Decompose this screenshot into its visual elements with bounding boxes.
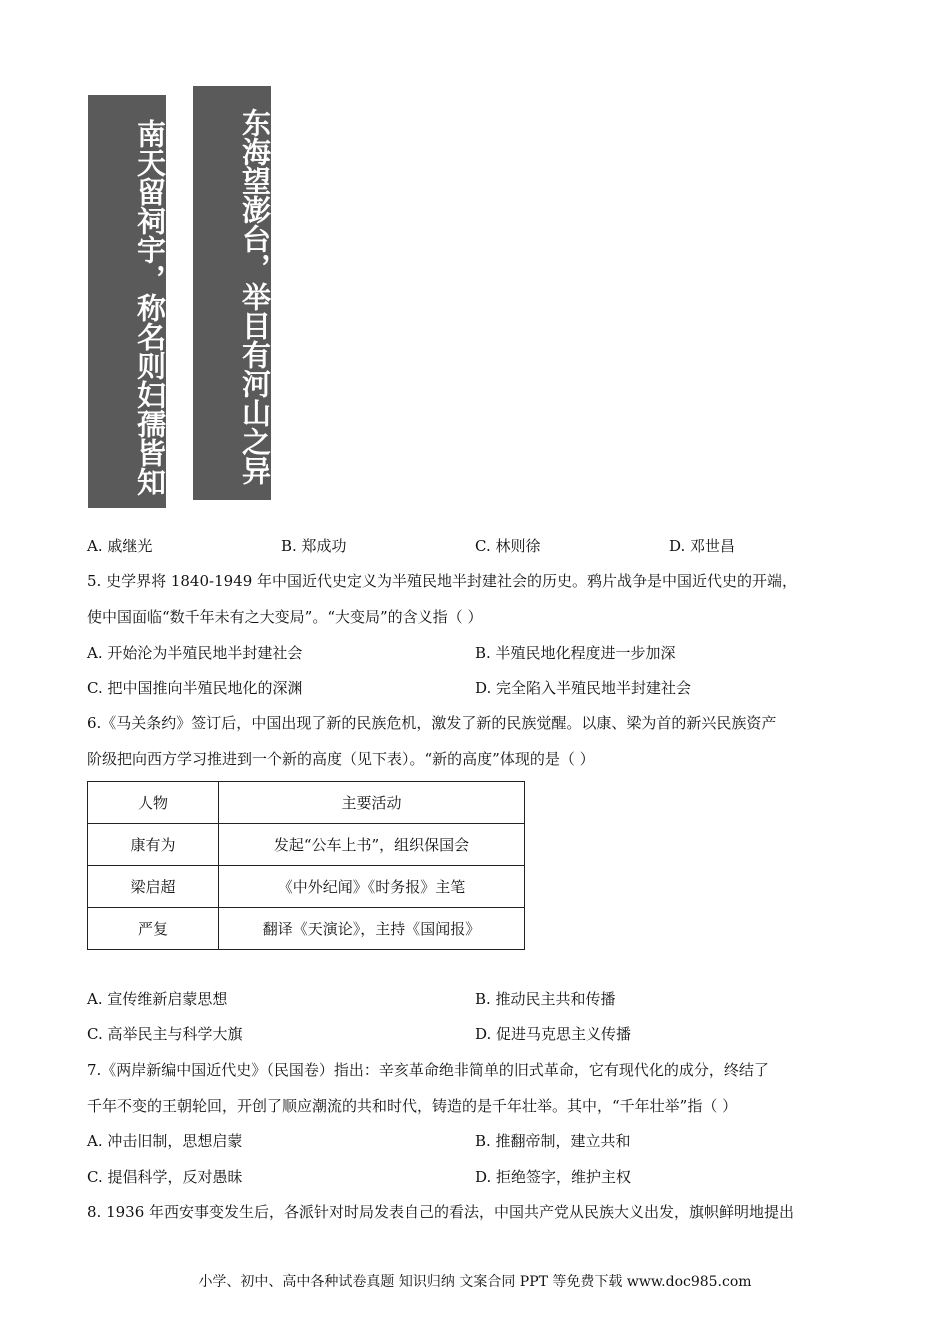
table-cell-person: 梁启超 xyxy=(88,866,219,908)
q5-stem-line1: 5. 史学界将 1840-1949 年中国近代史定义为半殖民地半封建社会的历史。鸦片战争是中国近代史的开端， xyxy=(87,572,798,590)
q8-stem-line1: 8. 1936 年西安事变发生后，各派针对时局发表自己的看法，中国共产党从民族大义出发，旗帜鲜明地提出 xyxy=(87,1203,795,1221)
table-cell-activity: 发起“公车上书”，组织保国会 xyxy=(219,824,525,866)
couplet-text-right: 东海望澎台，举目有河山之异 xyxy=(238,107,272,485)
couplet-text-left: 南天留祠宇，称名则妇孺皆知 xyxy=(133,119,167,496)
q7-option-a: A. 冲击旧制，思想启蒙 xyxy=(87,1132,243,1150)
page-footer: 小学、初中、高中各种试卷真题 知识归纳 文案合同 PPT 等免费下载 www.doc985.com xyxy=(198,1274,752,1290)
q7-option-c: C. 提倡科学，反对愚昧 xyxy=(87,1168,243,1186)
q7-option-d: D. 拒绝签字，维护主权 xyxy=(475,1168,632,1186)
table-row xyxy=(88,824,525,866)
q7-stem-line2: 千年不变的王朝轮回，开创了顺应潮流的共和时代，铸造的是千年壮举。其中，“千年壮举”指（ ） xyxy=(87,1097,738,1115)
q6-stem-line1: 6.《马关条约》签订后，中国出现了新的民族危机，激发了新的民族觉醒。以康、梁为首的新兴民族资产 xyxy=(87,714,777,732)
q6-option-d: D. 促进马克思主义传播 xyxy=(475,1025,632,1043)
q4-option-c: C. 林则徐 xyxy=(475,537,541,555)
q5-stem-line2: 使中国面临“数千年未有之大变局”。“大变局”的含义指（ ） xyxy=(87,608,483,626)
q5-option-d: D. 完全陷入半殖民地半封建社会 xyxy=(475,679,692,697)
q6-option-a: A. 宣传维新启蒙思想 xyxy=(87,990,228,1008)
q7-option-b: B. 推翻帝制，建立共和 xyxy=(475,1132,631,1150)
q6-option-b: B. 推动民主共和传播 xyxy=(475,990,616,1008)
table-cell-activity: 翻译《天演论》，主持《国闻报》 xyxy=(219,908,525,950)
couplet-image-right xyxy=(193,86,271,500)
q6-option-c: C. 高举民主与科学大旗 xyxy=(87,1025,243,1043)
table-cell-person: 康有为 xyxy=(88,824,219,866)
table-header-activity: 主要活动 xyxy=(219,782,525,824)
table-row xyxy=(88,866,525,908)
activities-table xyxy=(87,781,525,950)
q4-option-b: B. 郑成功 xyxy=(281,537,347,555)
q6-stem-line2: 阶级把向西方学习推进到一个新的高度（见下表）。“新的高度”体现的是（ ） xyxy=(87,750,595,768)
couplet-image-left xyxy=(88,95,166,508)
table-cell-activity: 《中外纪闻》《时务报》主笔 xyxy=(219,866,525,908)
q5-option-c: C. 把中国推向半殖民地化的深渊 xyxy=(87,679,303,697)
q7-stem-line1: 7.《两岸新编中国近代史》（民国卷）指出：辛亥革命绝非简单的旧式革命，它有现代化的成分，终结了 xyxy=(87,1061,769,1079)
q5-option-a: A. 开始沦为半殖民地半封建社会 xyxy=(87,644,303,662)
table-header-row xyxy=(88,782,525,824)
table-header-person: 人物 xyxy=(88,782,219,824)
table-cell-person: 严复 xyxy=(88,908,219,950)
table-row xyxy=(88,908,525,950)
q4-option-a: A. 戚继光 xyxy=(87,537,153,555)
q4-option-d: D. 邓世昌 xyxy=(669,537,736,555)
q5-option-b: B. 半殖民地化程度进一步加深 xyxy=(475,644,676,662)
